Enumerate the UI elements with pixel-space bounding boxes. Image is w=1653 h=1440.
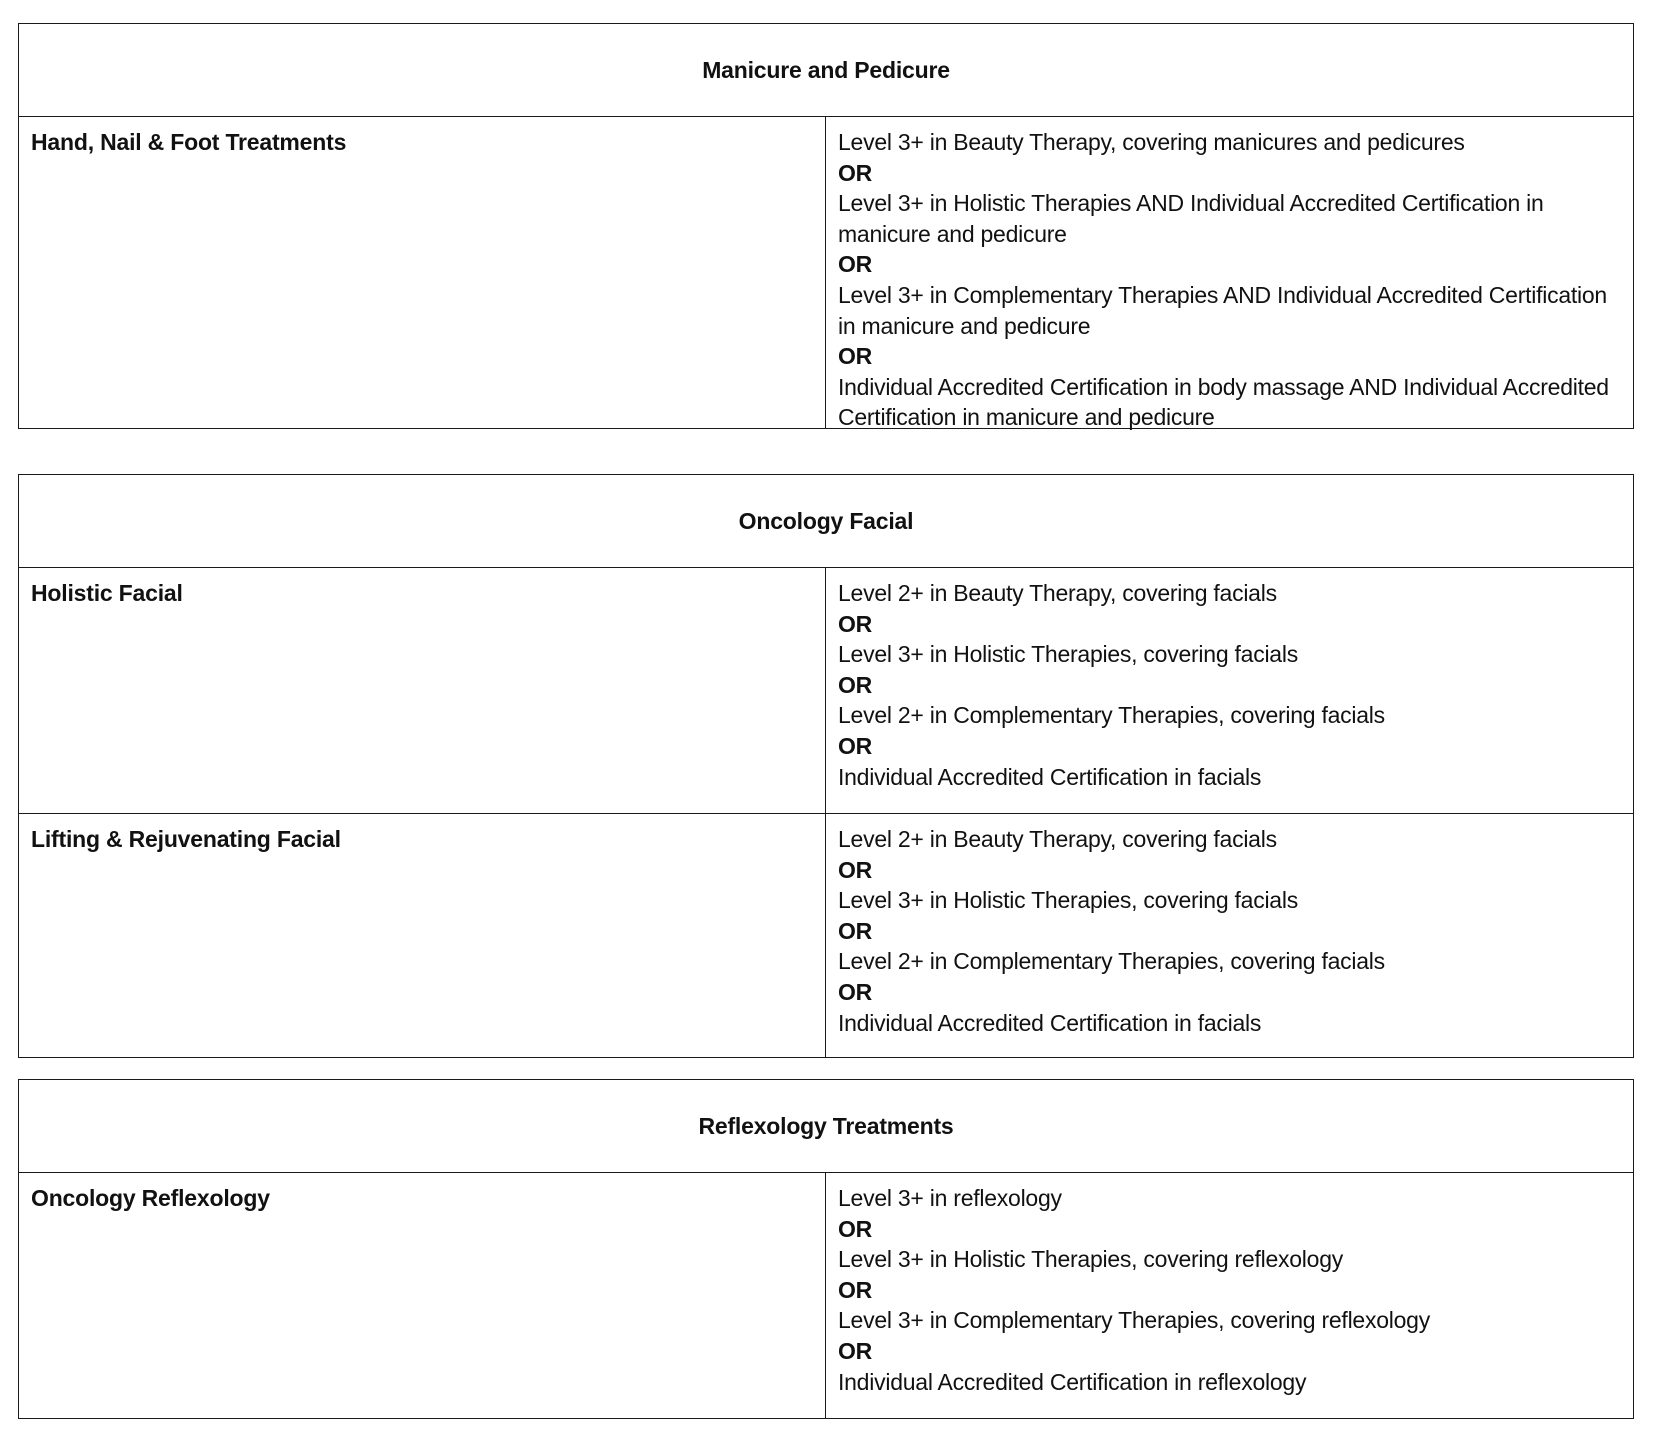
requirement-line: Level 3+ in Holistic Therapies, covering facials [838, 641, 1298, 668]
requirement-line: Level 3+ in Complementary Therapies, covering reflexology [838, 1307, 1430, 1334]
section-manicure-pedicure [18, 23, 1634, 429]
requirement-line: Level 3+ in Holistic Therapies, covering facials [838, 887, 1298, 914]
treatment-name: Holistic Facial [19, 568, 826, 813]
table-row [19, 813, 1633, 1057]
requirement-line: Level 2+ in Complementary Therapies, covering facials [838, 948, 1385, 975]
or-separator: OR [838, 159, 872, 186]
requirement-line: Level 3+ in Complementary Therapies AND Individual Accredited Certification in manicure and pedicure [838, 281, 1607, 339]
or-separator: OR [838, 610, 872, 637]
treatment-name: Oncology Reflexology [19, 1173, 826, 1419]
requirement-line: Level 3+ in Holistic Therapies AND Individual Accredited Certification in manicure and pedicure [838, 190, 1544, 247]
or-separator: OR [838, 343, 872, 370]
or-separator: OR [838, 671, 872, 698]
requirement-line: Individual Accredited Certification in facials [838, 1009, 1262, 1036]
requirement-line: Individual Accredited Certification in facials [838, 763, 1262, 790]
requirement-line: Individual Accredited Certification in body massage AND Individual Accredited Certification in manicure and pedicure [838, 373, 1609, 431]
requirement-line: Level 2+ in Beauty Therapy, covering facials [838, 580, 1277, 606]
requirements-cell [826, 568, 1633, 813]
requirement-line: Level 3+ in Beauty Therapy, covering manicures and pedicures [838, 129, 1465, 155]
table-row [19, 117, 1633, 429]
requirement-line: Level 3+ in reflexology [838, 1185, 1062, 1211]
treatment-name: Hand, Nail & Foot Treatments [19, 117, 826, 429]
requirement-line: Level 2+ in Beauty Therapy, covering facials [838, 826, 1277, 852]
section-title: Manicure and Pedicure [19, 24, 1633, 117]
requirement-line: Individual Accredited Certification in reflexology [838, 1368, 1307, 1395]
or-separator: OR [838, 917, 872, 944]
section-title: Oncology Facial [19, 475, 1633, 568]
section-oncology-facial [18, 474, 1634, 1058]
or-separator: OR [838, 856, 872, 883]
section-title: Reflexology Treatments [19, 1080, 1633, 1173]
table-row [19, 568, 1633, 813]
or-separator: OR [838, 978, 872, 1005]
treatment-name: Lifting & Rejuvenating Facial [19, 814, 826, 1057]
requirement-line: Level 3+ in Holistic Therapies, covering reflexology [838, 1246, 1343, 1273]
or-separator: OR [838, 1276, 872, 1303]
or-separator: OR [838, 732, 872, 759]
section-reflexology [18, 1079, 1634, 1419]
or-separator: OR [838, 251, 872, 278]
or-separator: OR [838, 1337, 872, 1364]
requirement-line: Level 2+ in Complementary Therapies, covering facials [838, 702, 1385, 729]
requirements-cell [826, 1173, 1633, 1419]
table-row [19, 1173, 1633, 1419]
or-separator: OR [838, 1215, 872, 1242]
requirements-cell [826, 814, 1633, 1057]
requirements-cell [826, 117, 1633, 429]
